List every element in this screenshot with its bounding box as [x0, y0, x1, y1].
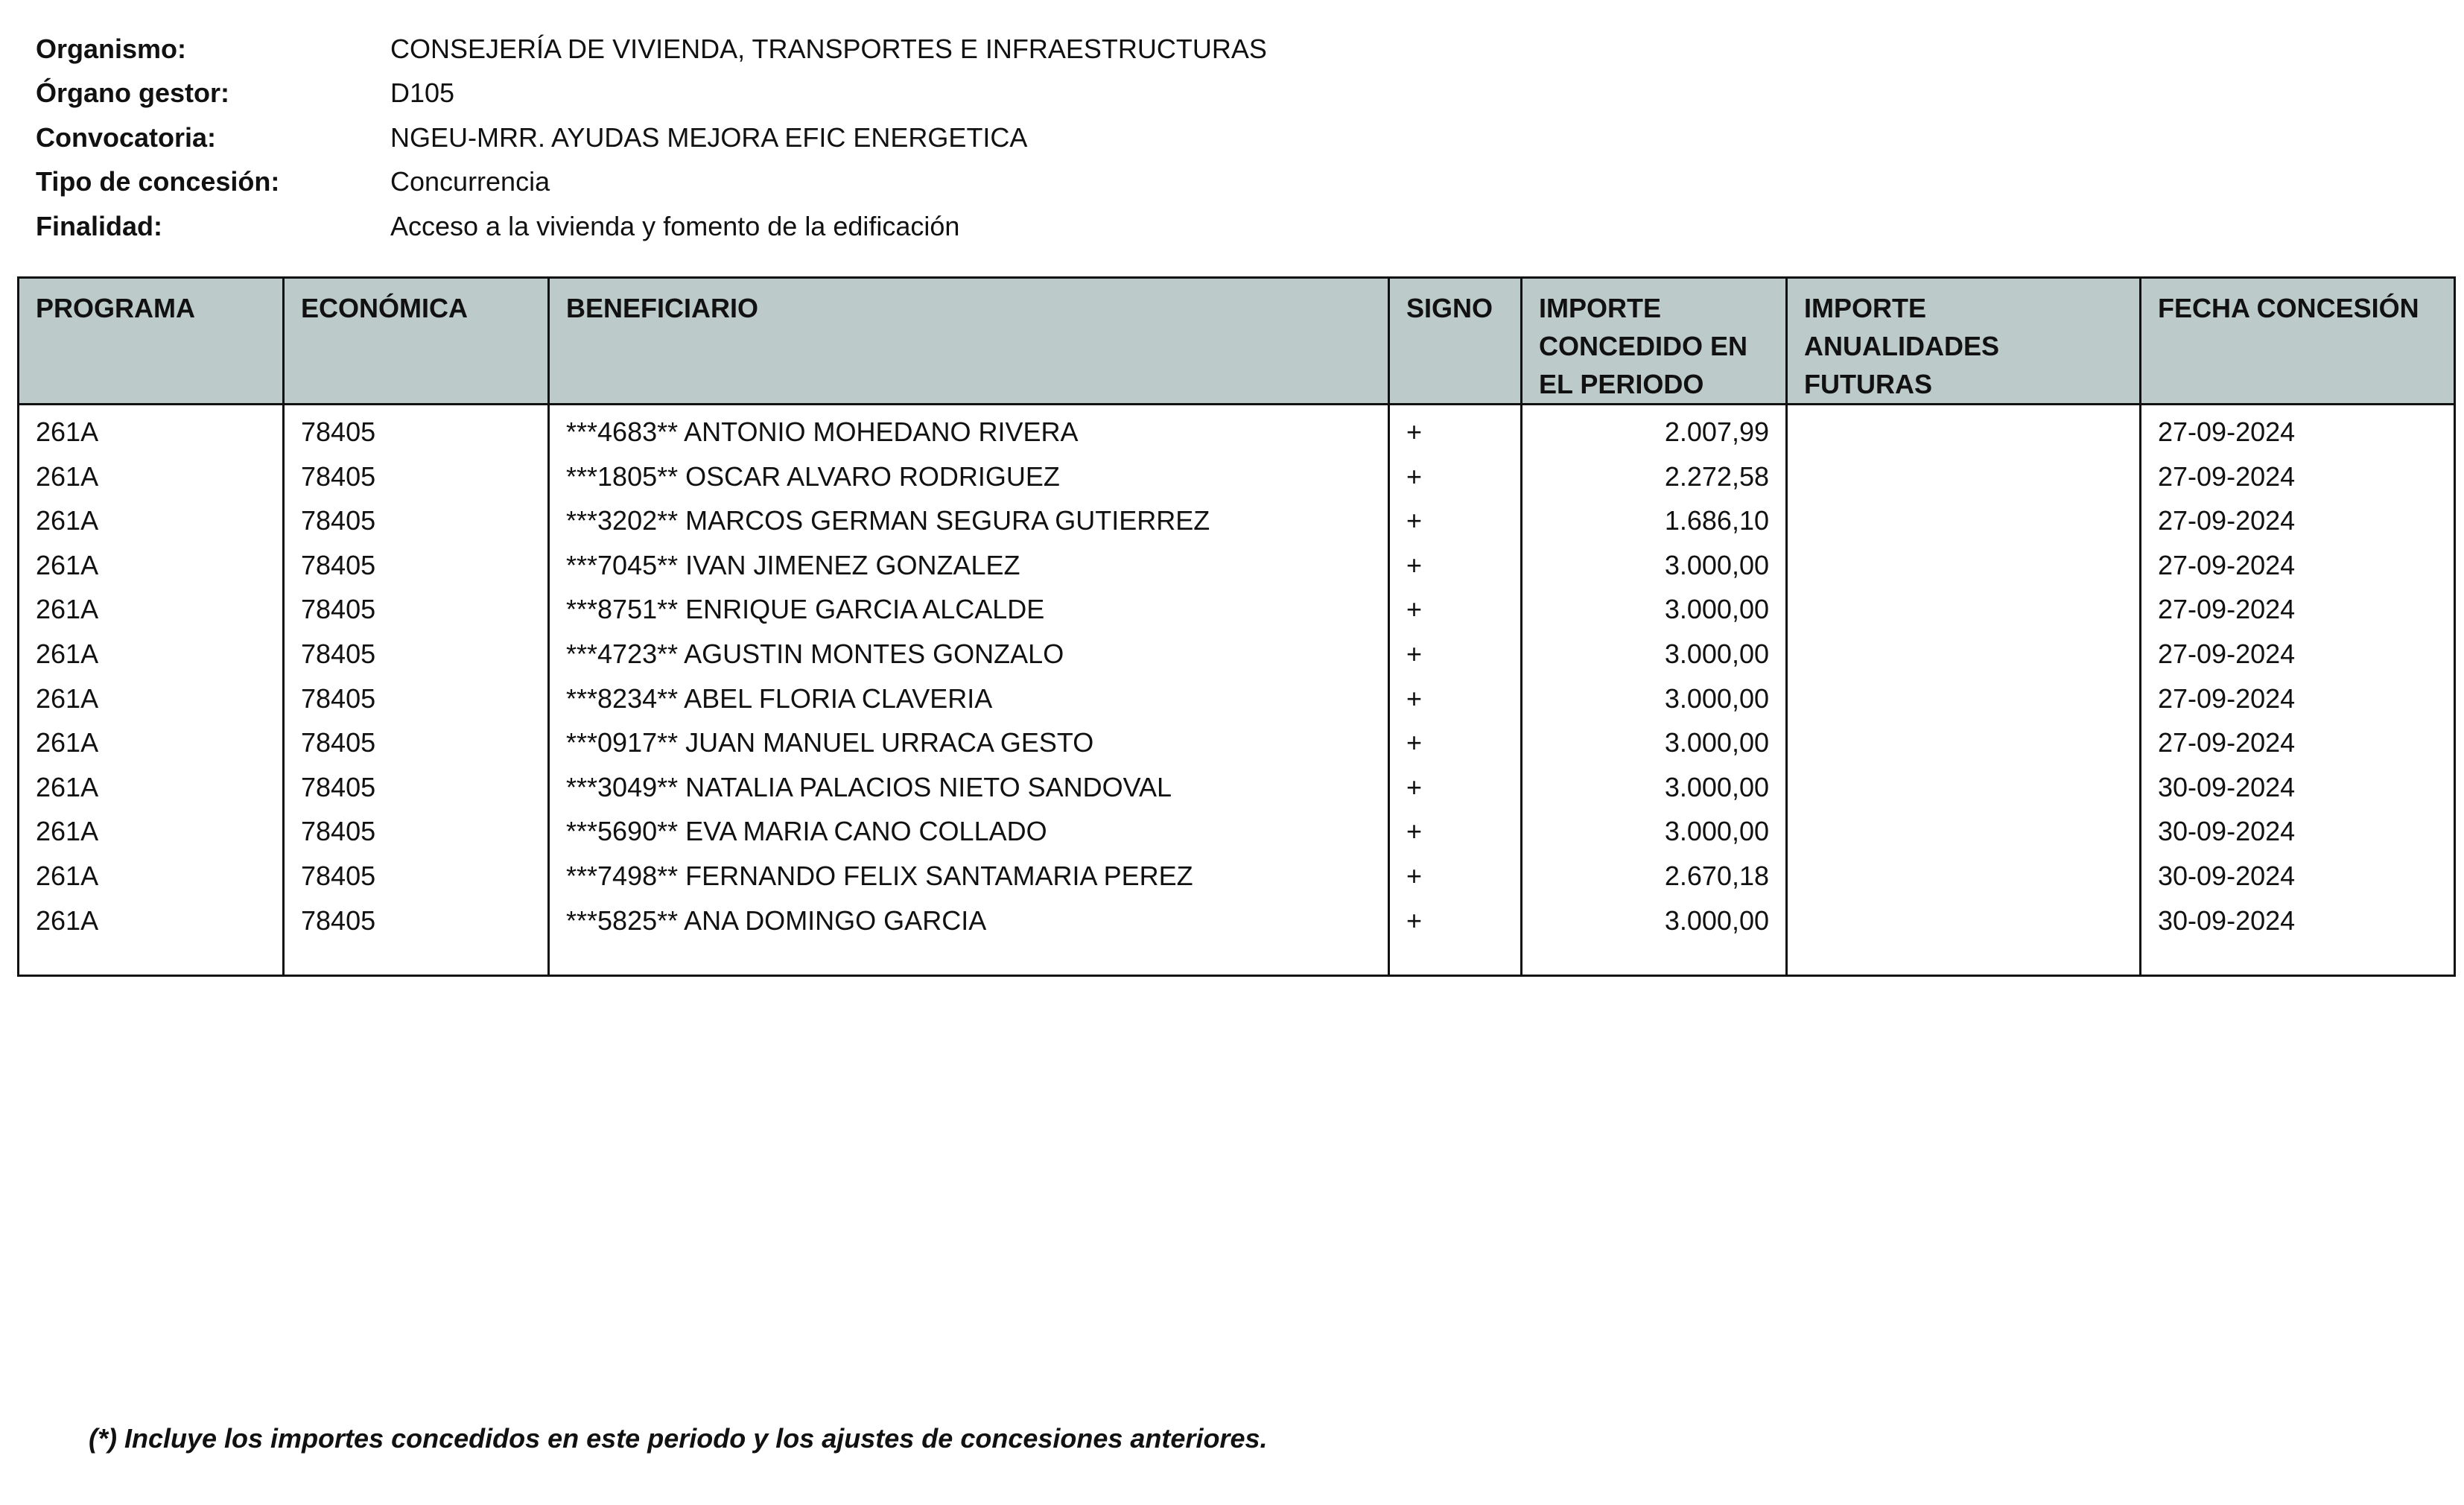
cell-signo: +	[1389, 454, 1522, 499]
cell-importe: 3.000,00	[1522, 720, 1787, 765]
cell-economica: 78405	[284, 854, 549, 899]
cell-programa: 261A	[19, 765, 284, 810]
cell-programa: 261A	[19, 677, 284, 721]
header-signo: SIGNO	[1389, 278, 1522, 405]
cell-economica: 78405	[284, 405, 549, 454]
cell-fecha: 27-09-2024	[2141, 677, 2455, 721]
header-programa: PROGRAMA	[19, 278, 284, 405]
cell-signo: +	[1389, 854, 1522, 899]
cell-programa: 261A	[19, 899, 284, 943]
cell-beneficiario: ***0917** JUAN MANUEL URRACA GESTO	[549, 720, 1389, 765]
cell-economica: 78405	[284, 677, 549, 721]
cell-beneficiario: ***7045** IVAN JIMENEZ GONZALEZ	[549, 543, 1389, 588]
cell-economica: 78405	[284, 809, 549, 854]
cell-anualidades	[1787, 543, 2141, 588]
cell-anualidades	[1787, 405, 2141, 454]
cell-programa: 261A	[19, 454, 284, 499]
meta-row-organismo	[36, 27, 1451, 72]
table-padding-row	[19, 942, 2455, 975]
cell-economica: 78405	[284, 632, 549, 677]
cell-programa: 261A	[19, 587, 284, 632]
table-row	[19, 632, 2455, 677]
cell-anualidades	[1787, 899, 2141, 943]
cell-economica: 78405	[284, 498, 549, 543]
meta-label: Convocatoria:	[36, 121, 217, 153]
table-row	[19, 809, 2455, 854]
cell-economica: 78405	[284, 454, 549, 499]
cell-beneficiario: ***1805** OSCAR ALVARO RODRIGUEZ	[549, 454, 1389, 499]
cell-programa: 261A	[19, 498, 284, 543]
header-importe-anualidades	[1787, 278, 2141, 405]
table-row	[19, 454, 2455, 499]
cell-fecha: 27-09-2024	[2141, 454, 2455, 499]
meta-value: Acceso a la vivienda y fomento de la edificación	[390, 210, 960, 241]
cell-anualidades	[1787, 720, 2141, 765]
table-row	[19, 677, 2455, 721]
cell-beneficiario: ***5690** EVA MARIA CANO COLLADO	[549, 809, 1389, 854]
cell-fecha: 27-09-2024	[2141, 632, 2455, 677]
cell-anualidades	[1787, 498, 2141, 543]
header-anualidades-line: ANUALIDADES	[1804, 331, 2000, 361]
cell-programa: 261A	[19, 543, 284, 588]
header-beneficiario: BENEFICIARIO	[549, 278, 1389, 405]
table-row	[19, 405, 2455, 454]
table-row	[19, 587, 2455, 632]
table-row	[19, 854, 2455, 899]
table-header-row	[19, 278, 2455, 405]
cell-importe: 2.272,58	[1522, 454, 1787, 499]
cell-programa: 261A	[19, 809, 284, 854]
meta-row-organo-gestor	[36, 72, 1451, 116]
cell-signo: +	[1389, 632, 1522, 677]
cell-importe: 3.000,00	[1522, 899, 1787, 943]
cell-anualidades	[1787, 677, 2141, 721]
table-row	[19, 765, 2455, 810]
grants-table	[17, 276, 2456, 977]
cell-importe: 3.000,00	[1522, 809, 1787, 854]
cell-beneficiario: ***8234** ABEL FLORIA CLAVERIA	[549, 677, 1389, 721]
cell-signo: +	[1389, 809, 1522, 854]
table-row	[19, 543, 2455, 588]
footnote: (*) Incluye los importes concedidos en este periodo y los ajustes de concesiones anteriores.	[89, 1423, 1268, 1454]
meta-label: Finalidad:	[36, 210, 162, 241]
cell-beneficiario: ***4683** ANTONIO MOHEDANO RIVERA	[549, 405, 1389, 454]
cell-anualidades	[1787, 632, 2141, 677]
cell-fecha: 27-09-2024	[2141, 720, 2455, 765]
cell-beneficiario: ***5825** ANA DOMINGO GARCIA	[549, 899, 1389, 943]
cell-beneficiario: ***8751** ENRIQUE GARCIA ALCALDE	[549, 587, 1389, 632]
cell-fecha: 27-09-2024	[2141, 587, 2455, 632]
cell-importe: 1.686,10	[1522, 498, 1787, 543]
cell-fecha: 30-09-2024	[2141, 765, 2455, 810]
table-row	[19, 498, 2455, 543]
cell-economica: 78405	[284, 765, 549, 810]
cell-economica: 78405	[284, 899, 549, 943]
header-fecha-concesion: FECHA CONCESIÓN	[2141, 278, 2455, 405]
header-anualidades-line: FUTURAS	[1804, 369, 1932, 399]
cell-programa: 261A	[19, 632, 284, 677]
cell-fecha: 30-09-2024	[2141, 854, 2455, 899]
cell-signo: +	[1389, 543, 1522, 588]
table-row	[19, 899, 2455, 943]
header-importe-line: EL PERIODO	[1539, 369, 1704, 399]
cell-signo: +	[1389, 587, 1522, 632]
cell-fecha: 30-09-2024	[2141, 809, 2455, 854]
cell-importe: 3.000,00	[1522, 677, 1787, 721]
cell-signo: +	[1389, 720, 1522, 765]
cell-programa: 261A	[19, 720, 284, 765]
cell-signo: +	[1389, 405, 1522, 454]
cell-anualidades	[1787, 587, 2141, 632]
cell-importe: 3.000,00	[1522, 543, 1787, 588]
cell-economica: 78405	[284, 587, 549, 632]
cell-anualidades	[1787, 854, 2141, 899]
header-importe-line: CONCEDIDO EN	[1539, 331, 1748, 361]
cell-importe: 3.000,00	[1522, 632, 1787, 677]
meta-row-tipo-concesion	[36, 160, 1451, 205]
meta-value: NGEU-MRR. AYUDAS MEJORA EFIC ENERGETICA	[390, 121, 1028, 153]
meta-row-finalidad	[36, 204, 1451, 249]
cell-beneficiario: ***3049** NATALIA PALACIOS NIETO SANDOVAL	[549, 765, 1389, 810]
cell-importe: 2.007,99	[1522, 405, 1787, 454]
cell-economica: 78405	[284, 720, 549, 765]
cell-signo: +	[1389, 498, 1522, 543]
meta-row-convocatoria	[36, 115, 1451, 160]
cell-fecha: 27-09-2024	[2141, 405, 2455, 454]
document-metadata	[36, 27, 1451, 249]
cell-beneficiario: ***7498** FERNANDO FELIX SANTAMARIA PEREZ	[549, 854, 1389, 899]
cell-importe: 2.670,18	[1522, 854, 1787, 899]
cell-fecha: 30-09-2024	[2141, 899, 2455, 943]
header-anualidades-line: IMPORTE	[1804, 293, 1927, 323]
meta-label: Órgano gestor:	[36, 77, 230, 109]
cell-fecha: 27-09-2024	[2141, 498, 2455, 543]
cell-signo: +	[1389, 677, 1522, 721]
cell-signo: +	[1389, 899, 1522, 943]
cell-anualidades	[1787, 809, 2141, 854]
meta-value: Concurrencia	[390, 166, 550, 197]
cell-beneficiario: ***4723** AGUSTIN MONTES GONZALO	[549, 632, 1389, 677]
table-row	[19, 720, 2455, 765]
cell-importe: 3.000,00	[1522, 765, 1787, 810]
header-importe-line: IMPORTE	[1539, 293, 1662, 323]
header-economica: ECONÓMICA	[284, 278, 549, 405]
cell-anualidades	[1787, 765, 2141, 810]
cell-beneficiario: ***3202** MARCOS GERMAN SEGURA GUTIERREZ	[549, 498, 1389, 543]
header-importe-concedido	[1522, 278, 1787, 405]
cell-fecha: 27-09-2024	[2141, 543, 2455, 588]
meta-value: CONSEJERÍA DE VIVIENDA, TRANSPORTES E INFRAESTRUCTURAS	[390, 33, 1267, 64]
cell-anualidades	[1787, 454, 2141, 499]
cell-programa: 261A	[19, 405, 284, 454]
cell-signo: +	[1389, 765, 1522, 810]
meta-value: D105	[390, 77, 455, 109]
meta-label: Organismo:	[36, 33, 187, 64]
cell-importe: 3.000,00	[1522, 587, 1787, 632]
meta-label: Tipo de concesión:	[36, 166, 280, 197]
cell-programa: 261A	[19, 854, 284, 899]
cell-economica: 78405	[284, 543, 549, 588]
